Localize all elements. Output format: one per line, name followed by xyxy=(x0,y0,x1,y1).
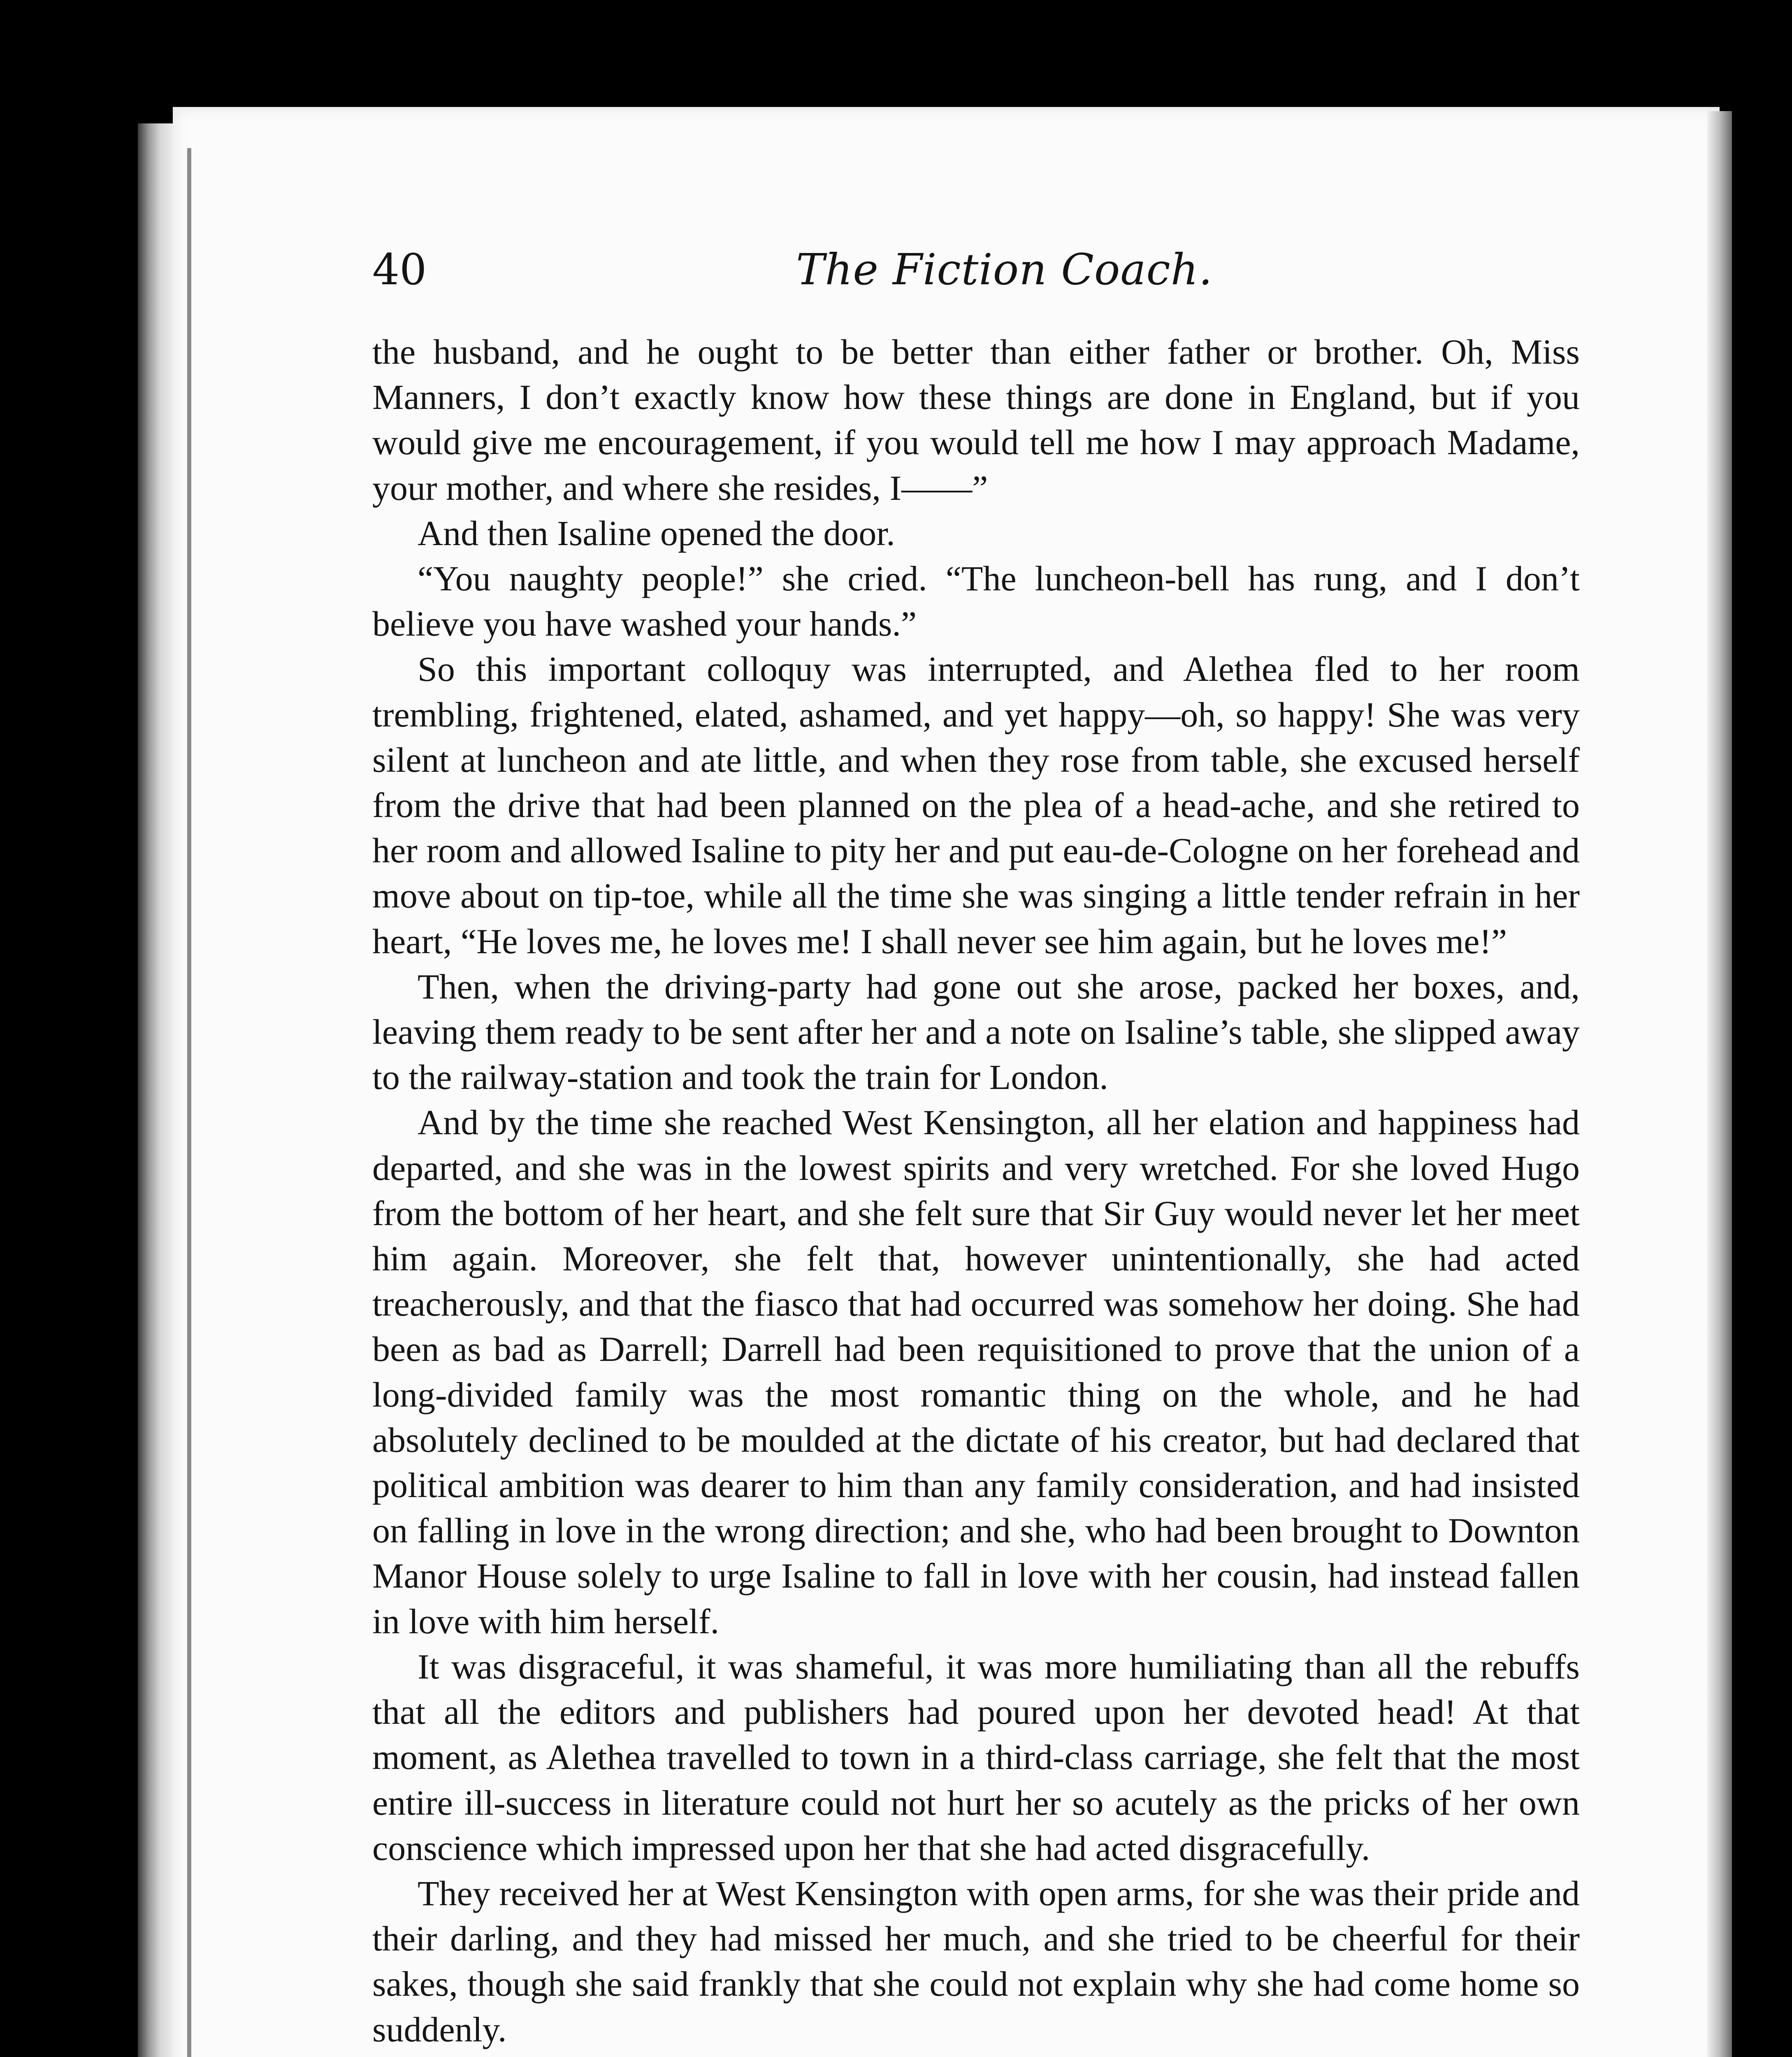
running-title: The Fiction Coach. xyxy=(796,244,1213,295)
paragraph: And by the time she reached West Kensington, all her elation and happiness had departed, and she was in the lowest spirits and very wretched. For she loved Hugo from the bottom of her heart, and she felt sure that Sir Guy would never let her meet him again. Moreover, she felt that, however unintentionally, she had acted treacherously, and that the fiasco that had occurred was somehow her doing. She had been as bad as Darrell; Darrell had been requisitioned to prove that the union of a long-divided family was the most romantic thing on the whole, and he had absolutely declined to be moulded at the dictate of his creator, but had declared that political ambition was dearer to him than any family consideration, and had insisted on falling in love in the wrong direction; and she, who had been brought to Downton Manor House solely to urge Isaline to fall in love with her cousin, had instead fallen in love with him herself. xyxy=(372,1103,1580,1641)
left-page-edge xyxy=(138,123,175,2057)
paragraph: the husband, and he ought to be better than either father or brother. Oh, Miss Manners, I don’t exactly know how these things are done in England, but if you would give me encouragement, if you would tell me how I may approach Madame, your mother, and where she resides, I——” xyxy=(372,332,1580,508)
paragraph: And then Isaline opened the door. xyxy=(418,513,895,553)
page-header xyxy=(372,239,1586,300)
paragraph: They received her at West Kensington with open arms, for she was their pride and their darling, and they had missed her much, and she tried to be cheerful for their sakes, though she said frankly that she could not explain why she had come home so suddenly. xyxy=(372,1873,1580,2049)
right-page-edge xyxy=(1707,111,1732,2057)
body-text xyxy=(372,329,1580,2052)
paragraph: So this important colloquy was interrupted, and Alethea fled to her room trembling, frightened, elated, ashamed, and yet happy—oh, so happy! She was very silent at luncheon and ate little, and when they rose from table, she excused herself from the drive that had been planned on the plea of a head-ache, and she retired to her room and allowed Isaline to pity her and put eau-de-Cologne on her forehead and move about on tip-toe, while all the time she was singing a little tender refrain in her heart, “He loves me, he loves me! I shall never see him again, but he loves me!” xyxy=(372,649,1580,961)
paragraph: It was disgraceful, it was shameful, it was more humiliating than all the rebuffs that all the editors and publishers had poured upon her devoted head! At that moment, as Alethea travelled to town in a third-class carriage, she felt that the most entire ill-success in literature could not hurt her so acutely as the pricks of her own conscience which impressed upon her that she had acted disgracefully. xyxy=(372,1646,1580,1868)
page-number: 40 xyxy=(372,244,427,295)
paragraph: “You naughty people!” she cried. “The luncheon-bell has rung, and I don’t believe you have washed your hands.” xyxy=(372,559,1580,644)
paragraph: Then, when the driving-party had gone out she arose, packed her boxes, and, leaving them ready to be sent after her and a note on Isaline’s table, she slipped away to the railway-station and took the train for London. xyxy=(372,966,1580,1097)
binding-gutter-line xyxy=(187,148,191,2057)
